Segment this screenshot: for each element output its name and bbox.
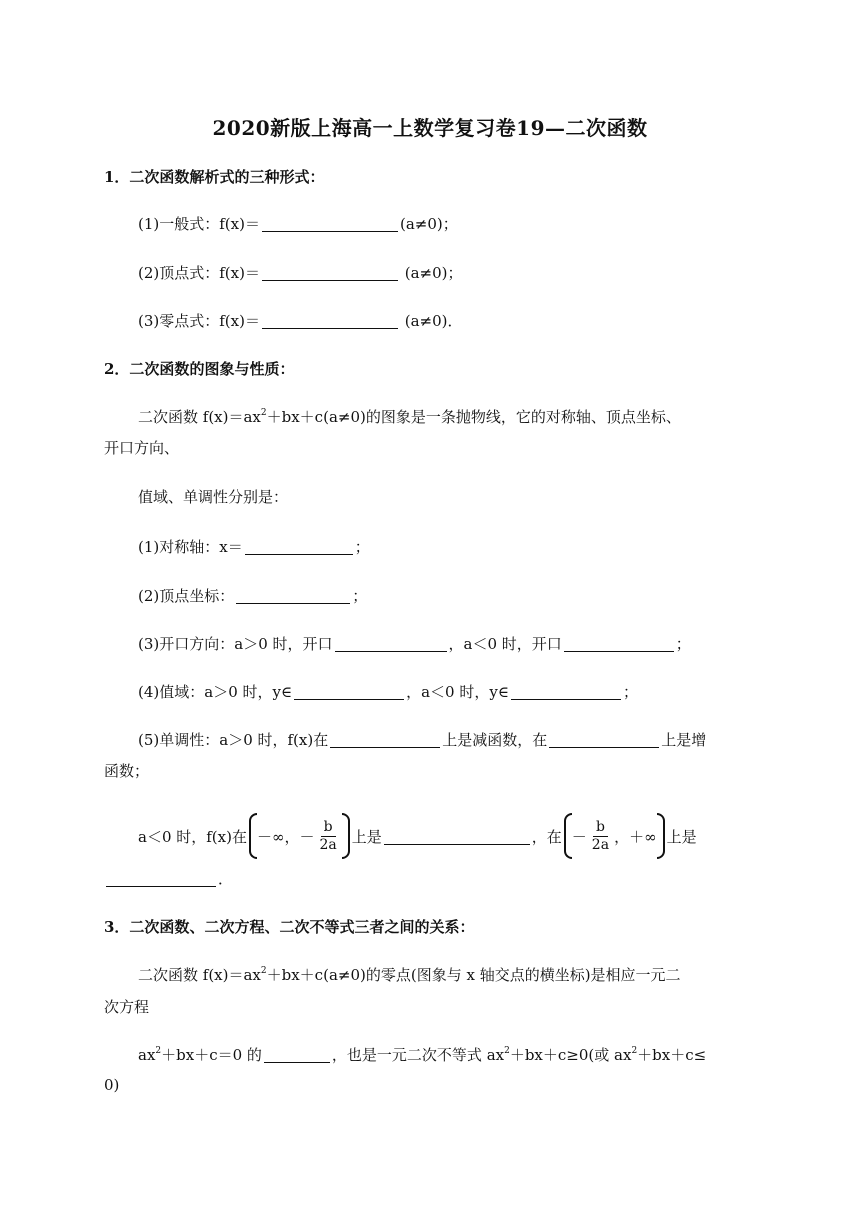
right-paren bbox=[342, 813, 350, 859]
answer-blank[interactable] bbox=[294, 683, 404, 700]
answer-blank[interactable] bbox=[511, 683, 621, 700]
interval-right: － $\frac{b}{2a}$ ，＋∞ bbox=[564, 811, 665, 861]
page-title: 2020新版上海高一上数学复习卷19—二次函数 bbox=[212, 116, 648, 140]
section-1-heading: 1．二次函数解析式的三种形式： bbox=[104, 168, 325, 186]
answer-blank[interactable] bbox=[262, 264, 398, 281]
property-axis: (1)对称轴：x＝ ； bbox=[138, 538, 370, 556]
answer-blank[interactable] bbox=[335, 635, 447, 652]
answer-blank[interactable] bbox=[330, 731, 440, 748]
form-zero: (3)零点式：f(x)＝ (a≠0)． bbox=[138, 312, 463, 330]
answer-blank[interactable] bbox=[236, 587, 350, 604]
answer-blank[interactable] bbox=[384, 828, 530, 845]
answer-blank[interactable] bbox=[106, 870, 216, 887]
s2-intro-cont: 开口方向、 bbox=[104, 439, 180, 457]
left-paren bbox=[249, 813, 257, 859]
s2-intro: 二次函数 $f(x)=ax^2+bx+c(a\ne 0)$的图象是一条抛物线，它的对称轴、顶点坐标、 bbox=[138, 408, 681, 426]
property-monotonic-cont: 函数； bbox=[104, 762, 150, 780]
property-range: (4)值域：a＞0 时，y∈ ，a＜0 时，y∈ ； bbox=[138, 683, 638, 701]
fraction: $\frac{b}{2a}$ bbox=[319, 818, 337, 853]
answer-blank[interactable] bbox=[564, 635, 674, 652]
property-opening: (3)开口方向：a＞0 时，开口 ，a＜0 时，开口 ； bbox=[138, 635, 691, 653]
answer-blank[interactable] bbox=[262, 312, 398, 329]
property-monotonic-neg-cont: ． bbox=[104, 868, 233, 889]
right-paren bbox=[657, 813, 665, 859]
answer-blank[interactable] bbox=[264, 1046, 330, 1063]
answer-blank[interactable] bbox=[245, 538, 353, 555]
property-monotonic-neg: a＜0 时，f(x)在 －∞，－ $\frac{b}{2a}$ 上是 ，在 － $\frac{b}{2a}$ ，＋∞ 上是 bbox=[138, 808, 697, 864]
section-2-heading: 2．二次函数的图象与性质： bbox=[104, 360, 295, 378]
section-3-heading: 3．二次函数、二次方程、二次不等式三者之间的关系： bbox=[104, 918, 475, 936]
s3-line-4: 0) bbox=[104, 1076, 120, 1094]
s3-line-3: $ax^2+bx+c=0$ 的 ，也是一元二次不等式 $ax^2+bx+c\ge 0$(或 $ax^2+bx+c\le$ bbox=[138, 1046, 707, 1064]
left-paren bbox=[564, 813, 572, 859]
answer-blank[interactable] bbox=[262, 215, 398, 232]
fraction: $\frac{b}{2a}$ bbox=[591, 818, 610, 853]
s3-line-2: 次方程 bbox=[104, 998, 150, 1016]
answer-blank[interactable] bbox=[549, 731, 659, 748]
property-vertex: (2)顶点坐标： ； bbox=[138, 587, 368, 605]
s2-intro-cont2: 值域、单调性分别是： bbox=[138, 488, 289, 506]
form-general: (1)一般式：f(x)＝ (a≠0)； bbox=[138, 215, 458, 233]
form-vertex: (2)顶点式：f(x)＝ (a≠0)； bbox=[138, 264, 463, 282]
property-monotonic: (5)单调性：a＞0 时，f(x)在 上是减函数，在 上是增 bbox=[138, 731, 707, 749]
s3-line-1: 二次函数 $f(x)=ax^2+bx+c(a\ne 0)$的零点(图象与 x 轴交点的横坐标)是相应一元二 bbox=[138, 966, 681, 984]
interval-left: －∞，－ $\frac{b}{2a}$ bbox=[249, 811, 350, 861]
